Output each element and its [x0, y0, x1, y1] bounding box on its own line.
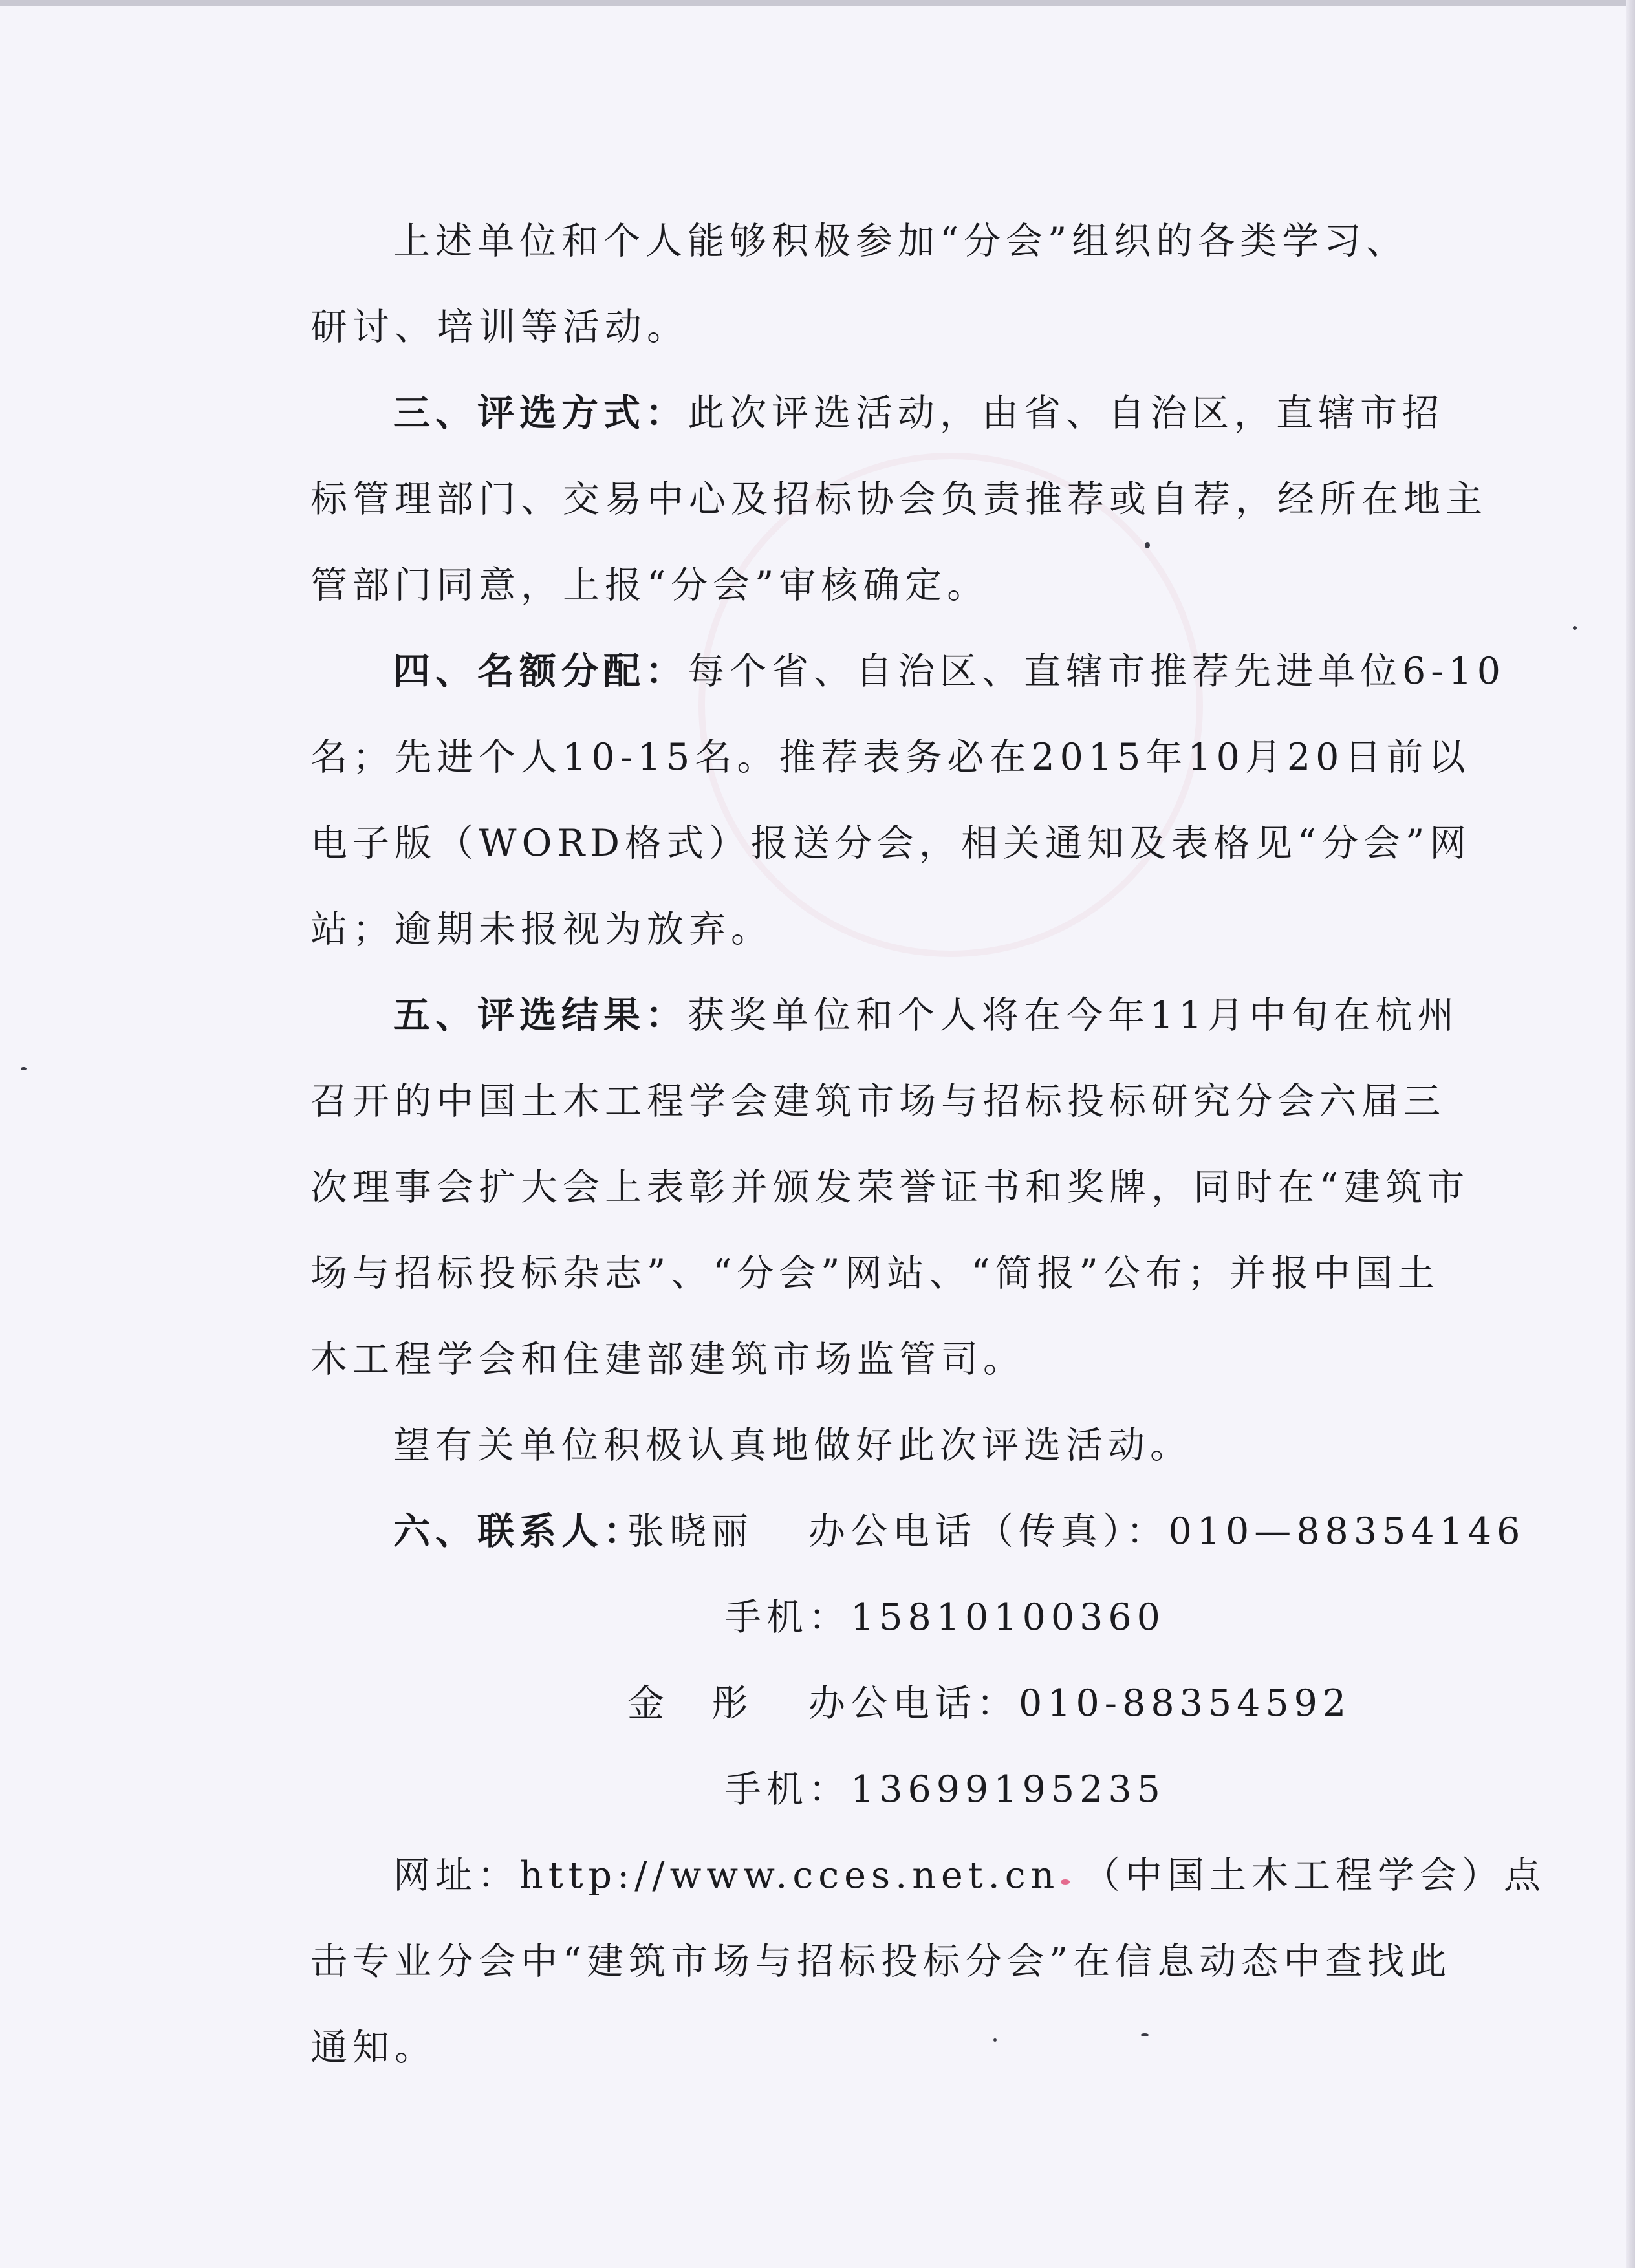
- text-line: [310, 629, 1506, 715]
- text-line: 名；先进个人10-15名。推荐表务必在2015年10月20日前以: [310, 736, 1471, 779]
- contact-office-phone: 办公电话：010-88354592: [808, 1682, 1352, 1725]
- text-line: 管部门同意，上报“分会”审核确定。: [310, 564, 990, 607]
- text-line: [310, 371, 1444, 457]
- text-line: 上述单位和个人能够积极参加“分会”组织的各类学习、: [393, 220, 1409, 263]
- section-heading: 三、评选方式：: [393, 392, 688, 435]
- contact-mobile: 手机：13699195235: [724, 1768, 1165, 1811]
- section-heading: 六、联系人：: [393, 1510, 645, 1553]
- contact-row-4: [310, 1747, 1410, 1833]
- text-span: 此次评选活动，由省、自治区，直辖市招: [688, 392, 1444, 435]
- text-line: 次理事会扩大会上表彰并颁发荣誉证书和奖牌，同时在“建筑市: [310, 1166, 1470, 1209]
- text-line: 标管理部门、交易中心及招标协会负责推荐或自荐，经所在地主: [310, 478, 1488, 521]
- section-contacts: [310, 1489, 1526, 1833]
- text-line: 网址：http://www.cces.net.cn （中国土木工程学会）点: [393, 1854, 1546, 1897]
- scan-speck: [21, 1067, 27, 1070]
- section-selection-method: [310, 371, 1488, 629]
- contact-name: 张晓丽: [627, 1510, 753, 1553]
- section-heading: 五、评选结果：: [393, 994, 688, 1037]
- text-line: 站；逾期未报视为放弃。: [310, 908, 773, 951]
- scan-top-edge: [0, 0, 1635, 6]
- scan-right-edge: [1626, 0, 1635, 2268]
- text-line: 望有关单位积极认真地做好此次评选活动。: [393, 1424, 1192, 1467]
- contact-office-phone: 办公电话（传真）：010—88354146: [808, 1510, 1526, 1553]
- section-heading: 四、名额分配：: [393, 650, 688, 693]
- scan-speck: [1573, 626, 1577, 630]
- section-quota-allocation: [310, 629, 1506, 973]
- text-line: 召开的中国土木工程学会建筑市场与招标投标研究分会六届三: [310, 1080, 1446, 1123]
- contact-name: 金 彤: [627, 1682, 753, 1725]
- paragraph-website: [310, 1833, 1546, 2091]
- text-line: [310, 973, 1460, 1059]
- contact-mobile: 手机：15810100360: [724, 1596, 1165, 1639]
- text-line: 电子版（WORD格式）报送分会，相关通知及表格见“分会”网: [310, 822, 1472, 865]
- text-line: 场与招标投标杂志”、“分会”网站、“简报”公布；并报中国土: [310, 1252, 1440, 1295]
- paragraph-participation: [310, 199, 1410, 371]
- contact-row-1: [310, 1489, 1526, 1575]
- text-line: 研讨、培训等活动。: [310, 306, 689, 349]
- text-line: 木工程学会和住建部建筑市场监管司。: [310, 1338, 1025, 1381]
- section-selection-results: [310, 973, 1470, 1403]
- contact-row-2: [310, 1575, 1410, 1661]
- contact-row-3: [310, 1661, 1410, 1747]
- paragraph-closing-request: [310, 1403, 1410, 1489]
- text-span: 每个省、自治区、直辖市推荐先进单位6-10: [688, 650, 1506, 693]
- text-line: 击专业分会中“建筑市场与招标投标分会”在信息动态中查找此: [310, 1940, 1452, 1983]
- text-line: 通知。: [310, 2026, 437, 2069]
- text-span: 获奖单位和个人将在今年11月中旬在杭州: [688, 994, 1460, 1037]
